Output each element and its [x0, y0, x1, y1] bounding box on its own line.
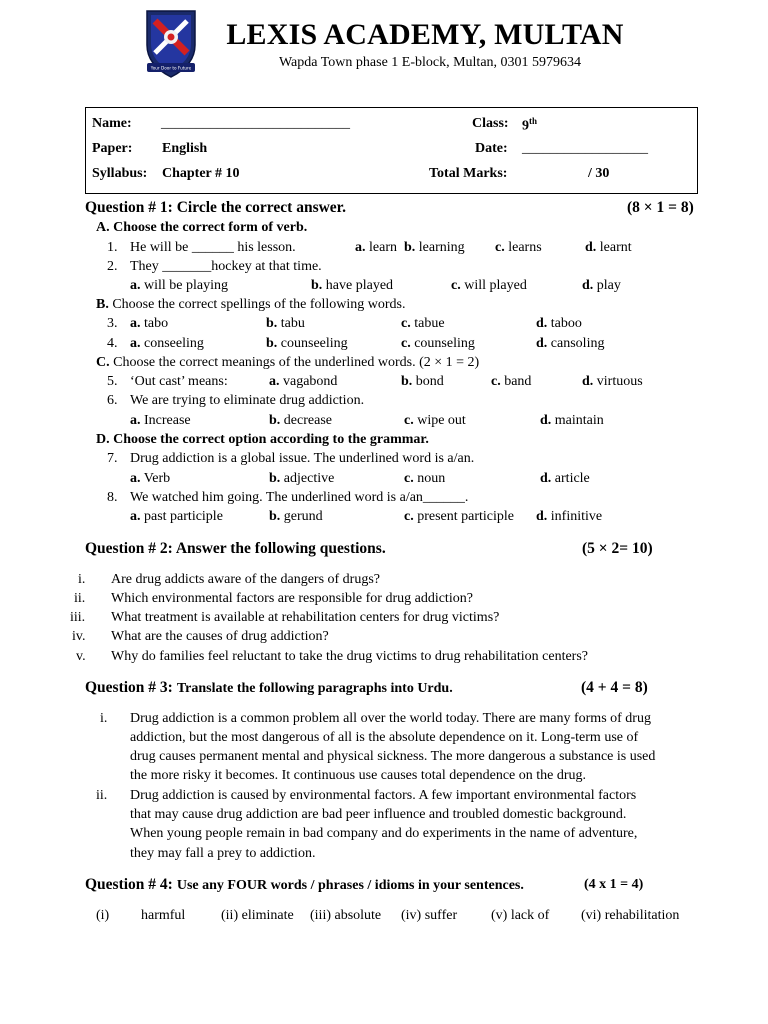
q3-para-line: Drug addiction is a common problem all over the world today. There are many forms of drug — [130, 711, 651, 726]
q3-para-line: that may cause drug addiction are bad peer influence and troubled domestic background. — [130, 807, 627, 822]
q4-word: (iv) suffer — [401, 908, 458, 923]
q2-question: What treatment is available at rehabilitation centers for drug victims? — [111, 610, 500, 625]
q1-section-c: C. Choose the correct meanings of the underlined words. (2 × 1 = 2) — [96, 355, 480, 370]
q3-para-number: i. — [100, 711, 108, 726]
q4-marks: (4 x 1 = 4) — [584, 877, 644, 892]
question-stem: He will be ______ his lesson. — [130, 240, 296, 255]
date-label: Date: — [475, 141, 508, 156]
total-marks-value: / 30 — [588, 166, 610, 181]
school-name: LEXIS ACADEMY, MULTAN — [226, 18, 624, 51]
option: b. learning — [404, 240, 465, 255]
item-number: 2. — [107, 259, 118, 274]
option: a. will be playing — [130, 278, 228, 293]
paper-value: English — [162, 141, 208, 156]
item-number: 7. — [107, 451, 118, 466]
total-marks-label: Total Marks: — [429, 166, 508, 181]
q4-word: (iii) absolute — [310, 908, 382, 923]
option: d. taboo — [536, 316, 582, 331]
q3-para-line: the more risky it becomes. It continuous use causes total dependence on the drug. — [130, 768, 587, 783]
option: c. wipe out — [404, 413, 466, 428]
q1-heading: Question # 1: Circle the correct answer. — [85, 199, 347, 216]
option: b. bond — [401, 374, 444, 389]
option: b. gerund — [269, 509, 323, 524]
option: b. counseeling — [266, 336, 348, 351]
q2-item-number: i. — [78, 572, 86, 587]
option: b. decrease — [269, 413, 332, 428]
option: c. will played — [451, 278, 527, 293]
q1-section-b: B. Choose the correct spellings of the following words. — [96, 297, 406, 312]
q2-item-number: ii. — [74, 591, 86, 606]
option: a. conseeling — [130, 336, 204, 351]
q1-section-a: A. Choose the correct form of verb. — [96, 220, 308, 235]
q1-marks: (8 × 1 = 8) — [627, 199, 694, 216]
option: d. cansoling — [536, 336, 605, 351]
name-label: Name: — [92, 116, 132, 131]
option: d. article — [540, 471, 590, 486]
option: a. learn — [355, 240, 397, 255]
q2-question: Why do families feel reluctant to take the drug victims to drug rehabilitation centers? — [111, 649, 589, 664]
question-stem: They _______hockey at that time. — [130, 259, 322, 274]
item-number: 1. — [107, 240, 118, 255]
option: c. noun — [404, 471, 446, 486]
item-number: 8. — [107, 490, 118, 505]
question-stem: We are trying to eliminate drug addiction. — [130, 393, 365, 408]
option: d. play — [582, 278, 621, 293]
q2-item-number: iii. — [70, 610, 86, 625]
q4-word: (i) — [96, 908, 110, 923]
q2-question: Which environmental factors are responsible for drug addiction? — [111, 591, 473, 606]
logo-motto: Your Door to Future — [150, 65, 192, 71]
option: a. tabo — [130, 316, 169, 331]
q4-word: (v) lack of — [491, 908, 550, 923]
date-blank: __________________ — [522, 141, 648, 156]
option: b. tabu — [266, 316, 305, 331]
option: c. tabue — [401, 316, 445, 331]
name-blank: ___________________________ — [161, 116, 350, 131]
syllabus-label: Syllabus: — [92, 166, 148, 181]
q2-heading: Question # 2: Answer the following questions. — [85, 540, 386, 557]
option: a. Verb — [130, 471, 171, 486]
option: b. adjective — [269, 471, 335, 486]
q3-marks: (4 + 4 = 8) — [581, 679, 648, 696]
option: a. Increase — [130, 413, 191, 428]
q3-para-line: drug causes permanent mental and physical sickness. The more dangerous a substance is used — [130, 749, 656, 764]
option: c. present participle — [404, 509, 515, 524]
q2-question: What are the causes of drug addiction? — [111, 629, 329, 644]
q2-question: Are drug addicts aware of the dangers of drugs? — [111, 572, 381, 587]
option: c. counseling — [401, 336, 475, 351]
item-number: 6. — [107, 393, 118, 408]
question-stem: Drug addiction is a global issue. The underlined word is a/an. — [130, 451, 475, 466]
option: d. learnt — [585, 240, 632, 255]
q2-marks: (5 × 2= 10) — [582, 540, 653, 557]
option: d. infinitive — [536, 509, 603, 524]
option: d. virtuous — [582, 374, 643, 389]
q4-word: (ii) eliminate — [221, 908, 294, 923]
q3-para-number: ii. — [96, 788, 108, 803]
paper-label: Paper: — [92, 141, 133, 156]
option: a. vagabond — [269, 374, 338, 389]
option: a. past participle — [130, 509, 223, 524]
question-stem: We watched him going. The underlined word is a/an______. — [130, 490, 469, 505]
q1-section-d: D. Choose the correct option according to the grammar. — [96, 432, 429, 447]
q3-para-line: When young people remain in bad company and do experiments in the name of adventure, — [130, 826, 638, 841]
q2-item-number: v. — [76, 649, 86, 664]
item-number: 3. — [107, 316, 118, 331]
q3-heading: Question # 3: Translate the following paragraphs into Urdu. — [85, 679, 453, 696]
class-label: Class: — [472, 116, 509, 131]
item-number: 4. — [107, 336, 118, 351]
option: b. have played — [311, 278, 394, 293]
school-address: Wapda Town phase 1 E-block, Multan, 0301 5979634 — [278, 55, 582, 70]
option: c. learns — [495, 240, 542, 255]
q4-heading: Question # 4: Use any FOUR words / phrases / idioms in your sentences. — [85, 876, 524, 893]
item-number: 5. — [107, 374, 118, 389]
q3-para-line: Drug addiction is caused by environmental factors. A few important environmental factors — [130, 788, 637, 803]
q3-para-line: addiction, but the most dangerous of all is the absolute dependence on it. Long-term use of — [130, 730, 639, 745]
class-value: 9th — [522, 116, 538, 134]
q3-para-line: they may fall a prey to addiction. — [130, 846, 316, 861]
q4-word: harmful — [141, 908, 186, 923]
question-stem: ‘Out cast’ means: — [130, 374, 228, 389]
option: c. band — [491, 374, 532, 389]
syllabus-value: Chapter # 10 — [162, 166, 240, 181]
q4-word: (vi) rehabilitation — [581, 908, 680, 923]
option: d. maintain — [540, 413, 604, 428]
q2-item-number: iv. — [72, 629, 86, 644]
